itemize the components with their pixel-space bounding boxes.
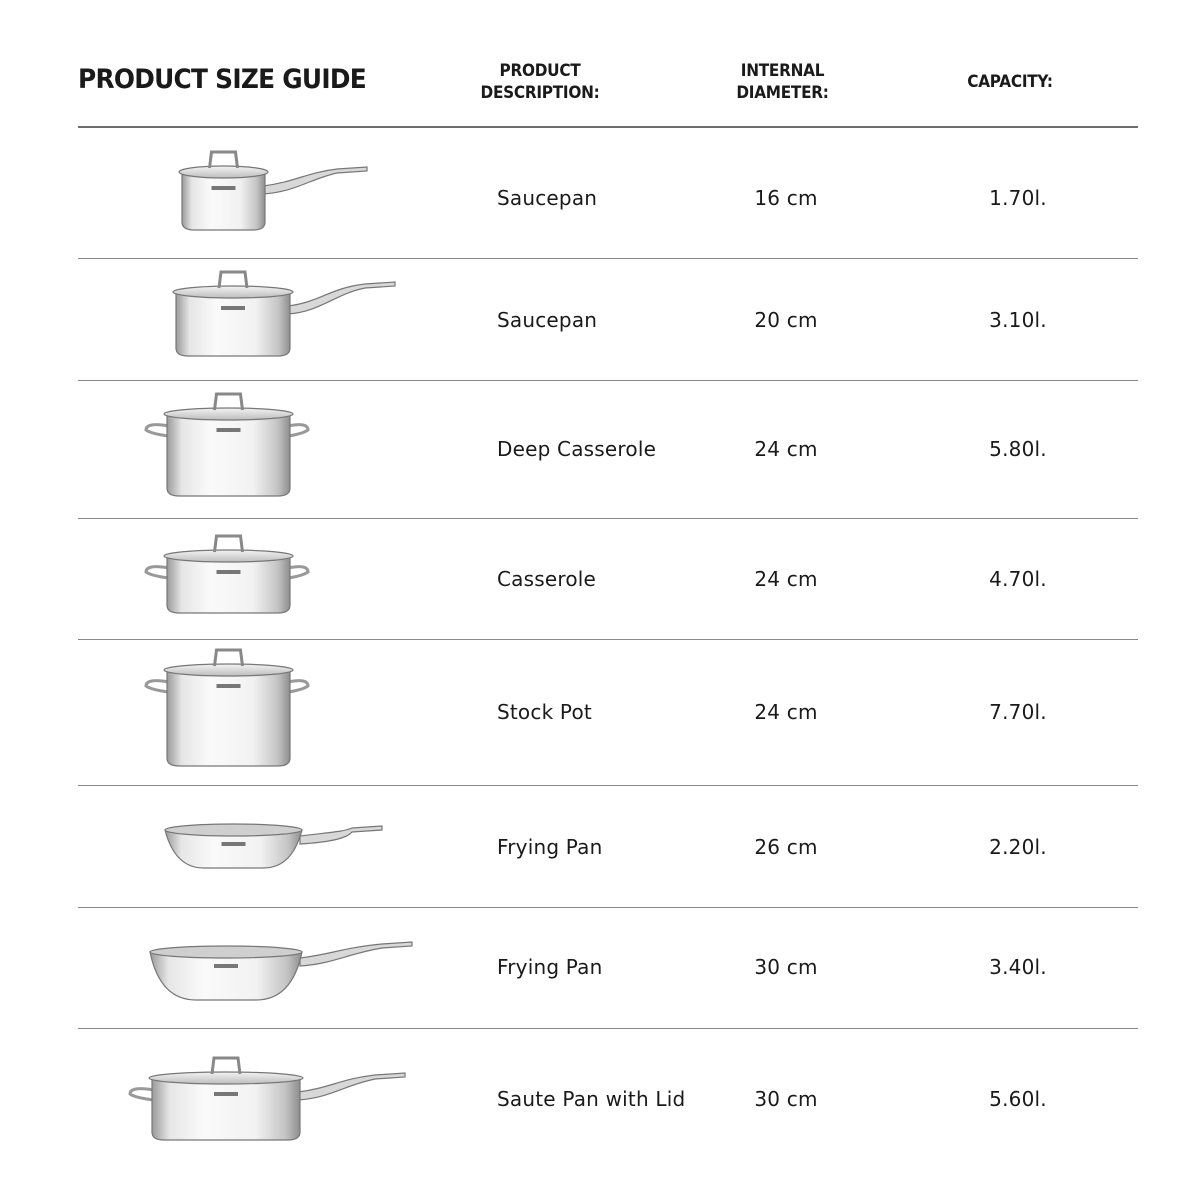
internal-diameter: 24 cm	[754, 437, 818, 461]
saucepan-image	[179, 152, 367, 230]
capacity-value: 5.60l.	[989, 1087, 1047, 1111]
product-description: Saute Pan with Lid	[497, 1087, 686, 1111]
capacity-value: 1.70l.	[989, 186, 1047, 210]
internal-diameter: 30 cm	[754, 955, 818, 979]
casserole-image	[146, 536, 308, 613]
product-description: Frying Pan	[497, 835, 603, 859]
capacity-value: 3.10l.	[989, 308, 1047, 332]
product-description: Casserole	[497, 567, 597, 591]
column-header-capacity: CAPACITY:	[967, 72, 1053, 92]
internal-diameter: 24 cm	[754, 700, 818, 724]
internal-diameter: 30 cm	[754, 1087, 818, 1111]
product-description: Frying Pan	[497, 955, 603, 979]
capacity-value: 3.40l.	[989, 955, 1047, 979]
column-header-diameter: INTERNAL DIAMETER:	[736, 61, 829, 103]
internal-diameter: 20 cm	[754, 308, 818, 332]
capacity-value: 5.80l.	[989, 437, 1047, 461]
deep-casserole-image	[146, 394, 308, 496]
internal-diameter: 16 cm	[754, 186, 818, 210]
internal-diameter: 24 cm	[754, 567, 818, 591]
capacity-value: 2.20l.	[989, 835, 1047, 859]
capacity-value: 4.70l.	[989, 567, 1047, 591]
product-description: Saucepan	[497, 186, 598, 210]
frying-pan-image	[150, 942, 412, 1000]
saute-pan-image	[130, 1058, 405, 1140]
frying-pan-image	[165, 824, 382, 868]
stock-pot-image	[146, 650, 308, 766]
page-title: PRODUCT SIZE GUIDE	[78, 64, 366, 95]
product-description: Saucepan	[497, 308, 598, 332]
product-description: Stock Pot	[497, 700, 592, 724]
product-description: Deep Casserole	[497, 437, 657, 461]
saucepan-image	[173, 272, 395, 356]
capacity-value: 7.70l.	[989, 700, 1047, 724]
column-header-description: PRODUCT DESCRIPTION:	[480, 61, 600, 103]
internal-diameter: 26 cm	[754, 835, 818, 859]
